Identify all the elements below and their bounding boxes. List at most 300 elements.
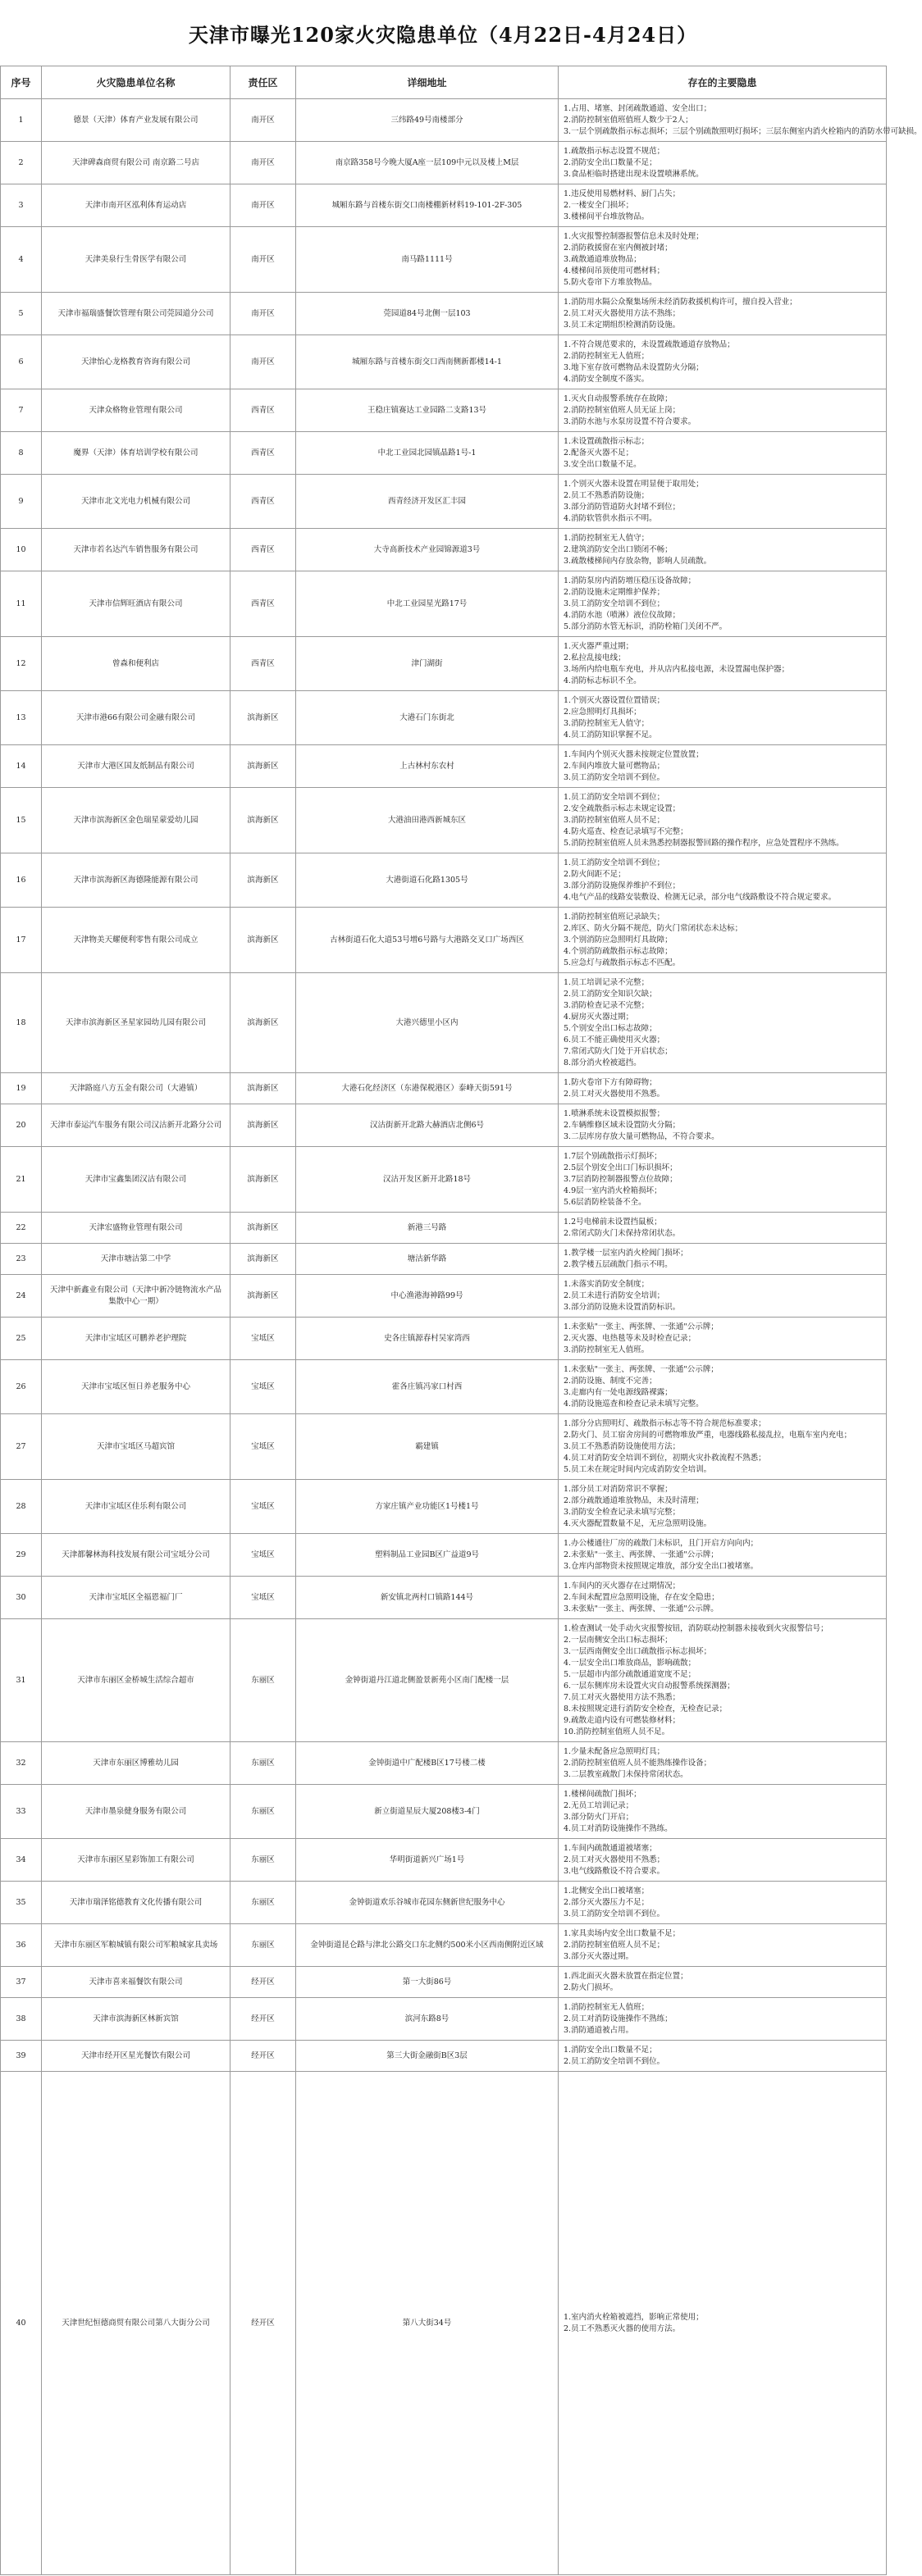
hazard-item: 1.教学楼一层室内消火栓阀门损坏； [564,1248,688,1258]
hazard-item: 4.灭火器配置数量不足，无应急照明设施。 [564,1518,712,1528]
row-address: 大港石门东街北 [296,691,559,745]
row-hazards [559,1213,887,1244]
hazard-item: 1.灭火器严重过期； [564,641,634,651]
row-address: 华明街道新兴广场1号 [296,1839,559,1882]
row-unit-name: 天津市滨海新区林新宾馆 [42,1998,230,2041]
row-district: 滨海新区 [230,788,296,853]
row-address: 汉沽街新开北路大赫酒店北侧6号 [296,1104,559,1147]
hazard-item: 4.厨房灭火器过期； [564,1012,634,1022]
hazard-item: 9.疏散走道内设有可燃装修材料； [564,1715,681,1725]
table-row [1,637,887,691]
row-unit-name: 天津市塘沽第二中学 [42,1244,230,1275]
row-number: 19 [1,1073,42,1104]
row-number: 30 [1,1577,42,1619]
hazard-item: 4.消防设施巡查和检查记录未填写完整。 [564,1399,704,1409]
row-hazards [559,1360,887,1414]
row-unit-name: 魔界（天津）体育培训学校有限公司 [42,432,230,475]
hazard-item: 2.库区、防火分隔不规范，防火门常闭状态未达标； [564,923,743,933]
row-district: 宝坻区 [230,1360,296,1414]
hazard-item: 2.消防安全出口数量不足； [564,157,657,167]
hazard-item: 2.私拉乱接电线； [564,653,626,662]
row-address: 中北工业园星光路17号 [296,571,559,637]
row-hazards [559,1785,887,1839]
row-hazards [559,1577,887,1619]
row-district: 南开区 [230,293,296,335]
row-unit-name: 天津市宝坻区马超宾馆 [42,1414,230,1480]
row-hazards [559,1998,887,2041]
row-district: 滨海新区 [230,908,296,973]
row-number: 38 [1,1998,42,2041]
row-number: 39 [1,2041,42,2072]
row-number: 9 [1,475,42,529]
hazard-item: 8.未按照规定进行消防安全检查，无检查记录； [564,1704,728,1714]
row-hazards [559,1742,887,1785]
row-district: 滨海新区 [230,853,296,908]
hazard-item: 3.二层教室疏散门未保持常闭状态。 [564,1769,688,1779]
hazard-item: 1.占用、堵塞、封闭疏散通道、安全出口； [564,103,712,113]
table-row [1,1244,887,1275]
hazard-item: 1.喷淋系统未设置模拟报警； [564,1108,665,1118]
hazard-item: 2.无员工培训记录； [564,1800,634,1810]
hazard-item: 3.疏散通道堆放物品； [564,254,641,264]
hazard-item: 2.防火间距不足； [564,869,626,879]
row-number: 16 [1,853,42,908]
table-row [1,1742,887,1785]
row-number: 10 [1,529,42,571]
hazard-item: 6.员工不能正确使用灭火器； [564,1035,665,1045]
row-district: 滨海新区 [230,1244,296,1275]
hazard-item: 8.部分消火栓被遮挡。 [564,1058,641,1067]
hazard-item: 1.消防用水隔公众聚集场所未经消防救援机构许可，擅自投入营业； [564,297,797,307]
row-district: 滨海新区 [230,1073,296,1104]
row-address: 城厢东路与首楼东街交口西南侧新都楼14-1 [296,335,559,389]
row-number: 27 [1,1414,42,1480]
hazard-item: 2.消防控制室值班人员不足； [564,1940,665,1950]
row-number: 22 [1,1213,42,1244]
row-address: 金钟街道中广配楼B区17号楼二楼 [296,1742,559,1785]
row-number: 24 [1,1275,42,1318]
row-district: 宝坻区 [230,1577,296,1619]
hazard-item: 2.消防设施未定期维护保养； [564,587,665,597]
hazard-item: 3.员工消防安全培训不到位。 [564,1909,665,1918]
row-number: 14 [1,745,42,788]
hazard-item: 4.电气产品的线路安装敷设、检测无记录，部分电气线路敷设不符合规定要求。 [564,892,837,902]
hazard-item: 2.消防救援窗在室内侧被封堵； [564,243,673,253]
row-hazards [559,853,887,908]
table-row [1,1414,887,1480]
row-hazards [559,1924,887,1967]
table-row [1,973,887,1073]
hazard-item: 3.消防控制室无人值守； [564,718,650,728]
hazard-item: 1.火灾报警控制器报警信息未及时处理； [564,231,704,241]
row-address: 中北工业园北园镇晶路1号-1 [296,432,559,475]
row-unit-name: 天津怡心龙格教育咨询有限公司 [42,335,230,389]
row-address: 南京路358号今晚大厦A座一层109中元以及楼上M层 [296,142,559,184]
row-unit-name: 天津市宝坻区恒日养老服务中心 [42,1360,230,1414]
hazard-item: 2.建筑消防安全出口锁闭不畅； [564,544,673,554]
hazard-item: 3.员工消防安全培训不到位。 [564,772,665,782]
row-number: 26 [1,1360,42,1414]
table-row [1,335,887,389]
hazard-item: 2.员工对灭火器使用不熟悉； [564,1855,665,1864]
hazard-item: 2.消防设施、制度不完善； [564,1376,657,1386]
row-address: 金钟街道昆仑路与津北公路交口东北侧约500米小区西南侧附近区域 [296,1924,559,1967]
hazard-item: 2.员工对消防设施操作不熟练； [564,2014,673,2023]
hazard-item: 4.员工对消防设施操作不熟练。 [564,1823,673,1833]
table-row [1,571,887,637]
hazard-item: 2.部分疏散通道堆放物品，未及时清理； [564,1495,704,1505]
row-hazards [559,432,887,475]
hazard-item: 2.未张贴"一张主、两张牌、一张通"公示牌； [564,1550,719,1559]
row-district: 西青区 [230,529,296,571]
row-hazards [559,99,922,142]
hazard-item: 3.一层西南侧安全出口疏散指示标志损坏； [564,1646,712,1656]
table-row [1,1998,887,2041]
hazard-item: 3.二层库房存放大量可燃物品，不符合要求。 [564,1131,719,1141]
hazard-item: 10.消防控制室值班人员不足。 [564,1727,670,1736]
hazard-item: 3.走廊内有一处电源线路裸露； [564,1387,673,1397]
hazard-item: 2.防火门损坏。 [564,1982,618,1992]
row-hazards [559,1619,887,1742]
hazard-item: 3.部分防火门开启； [564,1812,634,1822]
table-row [1,1318,887,1360]
row-district: 南开区 [230,99,296,142]
table-row [1,1534,887,1577]
row-hazards [559,1147,887,1213]
hazard-item: 2.车间未配置应急照明设施，存在安全隐患； [564,1592,719,1602]
hazard-item: 4.消防软管供水指示不明。 [564,513,657,523]
table-row [1,227,887,293]
hazard-item: 1.不符合规范要求的，未设置疏散通道存放物品； [564,339,735,349]
row-address: 津门湖街 [296,637,559,691]
row-unit-name: 天津市滨海新区圣星家园幼儿园有限公司 [42,973,230,1073]
row-address: 三纬路49号南楼部分 [296,99,559,142]
row-address: 方家庄镇产业功能区1号楼1号 [296,1480,559,1534]
hazard-item: 3.楼梯间平台堆放物品。 [564,212,650,221]
row-unit-name: 天津市信辉旺酒店有限公司 [42,571,230,637]
table-row [1,1785,887,1839]
hazard-item: 4.个别消防疏散指示标志故障； [564,946,673,956]
row-number: 25 [1,1318,42,1360]
row-hazards [559,475,887,529]
hazard-item: 2.员工对灭火器使用方法不熟练； [564,308,681,318]
table-row [1,1882,887,1924]
hazard-item: 2.车间内堆放大量可燃物品； [564,761,665,771]
hazard-item: 2.车辆维修区域未设置防火分隔； [564,1120,681,1130]
col-header-district: 责任区 [230,66,296,99]
hazard-item: 2.消防控制室无人值班； [564,351,650,361]
hazard-item: 3.电气线路敷设不符合要求。 [564,1866,665,1876]
hazard-item: 1.消防控制室无人值班； [564,2002,650,2012]
hazard-item: 1.未设置疏散指示标志； [564,436,650,446]
hazard-item: 3.员工不熟悉消防设施使用方法； [564,1441,681,1451]
hazard-item: 4.消防标志标识不全。 [564,676,641,685]
row-number: 2 [1,142,42,184]
table-row [1,1577,887,1619]
row-address: 霍各庄镇冯家口村西 [296,1360,559,1414]
row-hazards [559,1104,887,1147]
row-address: 汉沽开发区新开北路18号 [296,1147,559,1213]
row-unit-name: 天津市宝鑫集团汉沽有限公司 [42,1147,230,1213]
hazard-item: 4.楼梯间吊顶使用可燃材料； [564,266,665,275]
row-unit-name: 天津市东丽区星彩饰加工有限公司 [42,1839,230,1882]
table-row [1,142,887,184]
hazard-item: 2.员工不熟悉灭火器的使用方法。 [564,2323,681,2333]
row-district: 滨海新区 [230,1147,296,1213]
row-unit-name: 天津市港66有限公司金融有限公司 [42,691,230,745]
row-unit-name: 天津宏盛物业管理有限公司 [42,1213,230,1244]
row-address: 大港街道石化路1305号 [296,853,559,908]
row-district: 东丽区 [230,1785,296,1839]
row-hazards [559,788,887,853]
row-address: 塑料制品工业园B区广益道9号 [296,1534,559,1577]
table-row [1,1275,887,1318]
row-address: 第一大街86号 [296,1967,559,1998]
table-header-row [1,66,887,99]
hazard-item: 1.防火卷帘下方有障碍物； [564,1077,657,1087]
row-unit-name: 天津众格物业管理有限公司 [42,389,230,432]
table-row [1,1619,887,1742]
row-number: 4 [1,227,42,293]
row-address: 第三大街金融街B区3层 [296,2041,559,2072]
hazard-item: 1.个别灭火器未设置在明显便于取用处； [564,479,704,489]
hazard-item: 6.一层东侧库房未设置火灾自动报警系统探测器； [564,1681,735,1691]
hazard-item: 3.消防安全检查记录未填写完整； [564,1507,681,1517]
row-unit-name: 天津市泰运汽车服务有限公司汉沽新开北路分公司 [42,1104,230,1147]
row-district: 东丽区 [230,1924,296,1967]
row-hazards [559,1534,887,1577]
table-row [1,745,887,788]
hazard-item: 1.疏散指示标志设置不规范； [564,146,665,156]
row-unit-name: 天津市滨海新区海德隆能源有限公司 [42,853,230,908]
row-number: 20 [1,1104,42,1147]
row-address: 金钟街道丹江道北侧盈景新苑小区南门配楼一层 [296,1619,559,1742]
table-row [1,788,887,853]
hazard-item: 5.个别安全出口标志故障； [564,1023,657,1033]
row-number: 11 [1,571,42,637]
row-hazards [559,142,887,184]
hazard-item: 3.个别消防应急照明灯具故障； [564,935,673,944]
row-unit-name: 天津市若名达汽车销售服务有限公司 [42,529,230,571]
hazard-item: 1.消防安全出口数量不足； [564,2045,657,2055]
row-district: 经开区 [230,1967,296,1998]
hazard-item: 3.部分灭火器过期。 [564,1951,634,1961]
hazard-item: 3.仓库内部物资未按照规定堆放，部分安全出口被堵塞。 [564,1561,759,1571]
hazard-item: 3.未张贴"一张主、两张牌、一张通"公示牌。 [564,1604,719,1613]
row-number: 36 [1,1924,42,1967]
hazard-item: 1.车间内个别灭火器未按规定位置放置； [564,749,704,759]
row-hazards [559,184,887,227]
row-unit-name: 天津市宝坻区全福恩福门厂 [42,1577,230,1619]
hazard-item: 2.消防控制室值班人员不能熟练操作设备； [564,1758,712,1768]
table-row [1,99,887,142]
row-district: 滨海新区 [230,1104,296,1147]
hazard-item: 1.2号电梯前未设置挡鼠板； [564,1217,662,1227]
row-hazards [559,2072,887,2575]
table-row [1,184,887,227]
row-district: 东丽区 [230,1882,296,1924]
row-district: 滨海新区 [230,1275,296,1318]
page-title: 天津市曝光120家火灾隐患单位（4月22日-4月24日） [188,22,698,47]
hazard-item: 3.安全出口数量不足。 [564,459,641,469]
row-hazards [559,1414,887,1480]
row-number: 31 [1,1619,42,1742]
hazard-item: 5.防火卷帘下方堆放物品。 [564,277,657,287]
hazard-item: 2.员工对灭火器使用不熟悉。 [564,1089,665,1099]
table-row [1,389,887,432]
row-number: 34 [1,1839,42,1882]
hazard-item: 3.员工未定期组织检测消防设施。 [564,320,681,330]
row-district: 滨海新区 [230,973,296,1073]
row-unit-name: 天津碑森商贸有限公司 南京路二号店 [42,142,230,184]
hazard-item: 1.西北面灭火器未放置在指定位置； [564,1971,688,1981]
row-unit-name: 曾森和便利店 [42,637,230,691]
row-address: 莞园道84号北侧一层103 [296,293,559,335]
row-address: 城厢东路与首楼东街交口南楼棚新材料19-101-2F-305 [296,184,559,227]
row-number: 15 [1,788,42,853]
row-unit-name: 天津世纪恒德商贸有限公司第八大街分公司 [42,2072,230,2575]
row-hazards [559,1882,887,1924]
row-district: 西青区 [230,637,296,691]
hazard-item: 2.员工未进行消防安全培训； [564,1290,665,1300]
hazard-item: 1.未落实消防安全制度； [564,1279,650,1289]
table-body [1,99,922,2575]
table-row [1,1147,887,1213]
hazard-item: 1.灭火自动报警系统存在故障； [564,394,673,403]
row-district: 滨海新区 [230,1213,296,1244]
row-hazards [559,529,887,571]
row-number: 1 [1,99,42,142]
row-district: 宝坻区 [230,1480,296,1534]
hazard-item: 2.部分灭火器压力不足； [564,1897,650,1907]
row-district: 宝坻区 [230,1318,296,1360]
hazard-item: 3.消防通道被占用。 [564,2025,634,2035]
table-row [1,432,887,475]
row-number: 32 [1,1742,42,1785]
hazard-item: 1.未张贴"一张主、两张牌、一张通"公示牌； [564,1364,719,1374]
hazard-item: 2.员工消防安全培训不到位。 [564,2056,665,2066]
row-hazards [559,637,887,691]
row-district: 南开区 [230,227,296,293]
row-hazards [559,973,887,1073]
row-unit-name: 天津市宝坻区佳乐利有限公司 [42,1480,230,1534]
hazard-item: 3.消防水池与水泵房设置不符合要求。 [564,416,696,426]
table-row [1,529,887,571]
row-unit-name: 天津市南开区泓利体育运动店 [42,184,230,227]
hazard-item: 1.消防控制室值班记录缺失； [564,912,665,922]
row-number: 3 [1,184,42,227]
hazard-item: 2.教学楼五层疏散门指示不明。 [564,1259,673,1269]
hazard-item: 1.车间内的灭火器存在过期情况； [564,1581,681,1591]
row-address: 大港兴德里小区内 [296,973,559,1073]
row-unit-name: 天津市北文光电力机械有限公司 [42,475,230,529]
hazard-item: 7.员工对灭火器使用方法不熟悉； [564,1692,681,1702]
row-unit-name: 德景（天津）体育产业发展有限公司 [42,99,230,142]
hazard-item: 2.常闭式防火门未保持常闭状态。 [564,1228,681,1238]
hazard-item: 5.部分消防水管无标识，消防栓箱门关闭不严。 [564,621,728,631]
hazard-item: 5.应急灯与疏散指示标志不匹配。 [564,958,681,967]
row-hazards [559,691,887,745]
hazard-item: 3.消防控制室无人值班。 [564,1345,650,1354]
hazard-item: 1.员工培训记录不完整； [564,977,650,987]
hazard-item: 1.室内消火栓箱被遮挡，影响正常使用； [564,2312,704,2322]
hazard-item: 7.常闭式防火门处于开启状态； [564,1046,673,1056]
row-district: 西青区 [230,475,296,529]
row-district: 南开区 [230,184,296,227]
hazard-item: 3.一层个别疏散指示标志损坏；三层个别疏散照明灯损坏；三层东侧室内消火栓箱内的消防水带可缺损。 [564,126,922,136]
row-hazards [559,293,887,335]
table-row [1,1213,887,1244]
hazard-item: 2.灭火器、电热毯等未及时检查记录； [564,1333,696,1343]
row-district: 滨海新区 [230,691,296,745]
row-district: 经开区 [230,1998,296,2041]
row-district: 经开区 [230,2072,296,2575]
hazard-item: 3.消防检查记录不完整； [564,1000,650,1010]
table-row [1,1967,887,1998]
row-district: 东丽区 [230,1839,296,1882]
row-number: 23 [1,1244,42,1275]
row-district: 宝坻区 [230,1414,296,1480]
row-hazards [559,1480,887,1534]
row-unit-name: 天津市经开区星光餐饮有限公司 [42,2041,230,2072]
row-address: 古林街道石化大道53号增6号路与大港路交叉口广场西区 [296,908,559,973]
row-district: 东丽区 [230,1742,296,1785]
row-unit-name: 天津市瑞泽铭德教育文化传播有限公司 [42,1882,230,1924]
hazard-item: 1.北侧安全出口被堵塞； [564,1886,650,1896]
row-number: 18 [1,973,42,1073]
row-address: 滨河东路8号 [296,1998,559,2041]
row-address: 第八大街34号 [296,2072,559,2575]
col-header-number: 序号 [1,66,42,99]
table-row [1,1480,887,1534]
table-row [1,2072,887,2575]
hazard-item: 2.应急照明灯具损坏； [564,707,641,717]
row-address: 霸建镇 [296,1414,559,1480]
table-row [1,1839,887,1882]
hazard-item: 1.车间内疏散通道被堵塞； [564,1843,657,1853]
row-hazards [559,908,887,973]
hazard-item: 1.消防泵房内消防增压稳压设备故障； [564,576,696,585]
row-unit-name: 天津物美天耀便利零售有限公司成立 [42,908,230,973]
table-row [1,1360,887,1414]
row-address: 新港三号路 [296,1213,559,1244]
row-number: 40 [1,2072,42,2575]
row-unit-name: 天津市东丽区金桥城生活综合超市 [42,1619,230,1742]
hazard-item: 3.部分消防设施保养维护不到位； [564,881,681,890]
row-unit-name: 天津市墨泉健身服务有限公司 [42,1785,230,1839]
hazard-item: 4.9层一室内消火栓箱损坏； [564,1186,662,1195]
row-number: 8 [1,432,42,475]
row-number: 7 [1,389,42,432]
row-district: 南开区 [230,142,296,184]
col-header-unit-name: 火灾隐患单位名称 [42,66,230,99]
hazard-item: 1.未张贴"一张主、两张牌、一张通"公示牌； [564,1322,719,1331]
row-hazards [559,1839,887,1882]
hazard-item: 1.7层个别疏散指示灯损坏； [564,1151,662,1161]
table-row [1,475,887,529]
hazard-item: 3.消防控制室值班人员不足； [564,815,665,825]
hazard-item: 1.办公楼通往厂房的疏散门未标识，且门开启方向向内； [564,1538,759,1548]
hazard-item: 3.地下室存放可燃物品未设置防火分隔； [564,362,704,372]
row-hazards [559,571,887,637]
row-unit-name: 天津市滨海新区金色瑞星蒙爱幼儿园 [42,788,230,853]
row-district: 经开区 [230,2041,296,2072]
hazard-item: 5.一层超市内部分疏散通道宽度不足； [564,1669,696,1679]
table-row [1,1073,887,1104]
table-row [1,853,887,908]
hazard-item: 1.楼梯间疏散门损坏； [564,1789,641,1799]
row-number: 28 [1,1480,42,1534]
